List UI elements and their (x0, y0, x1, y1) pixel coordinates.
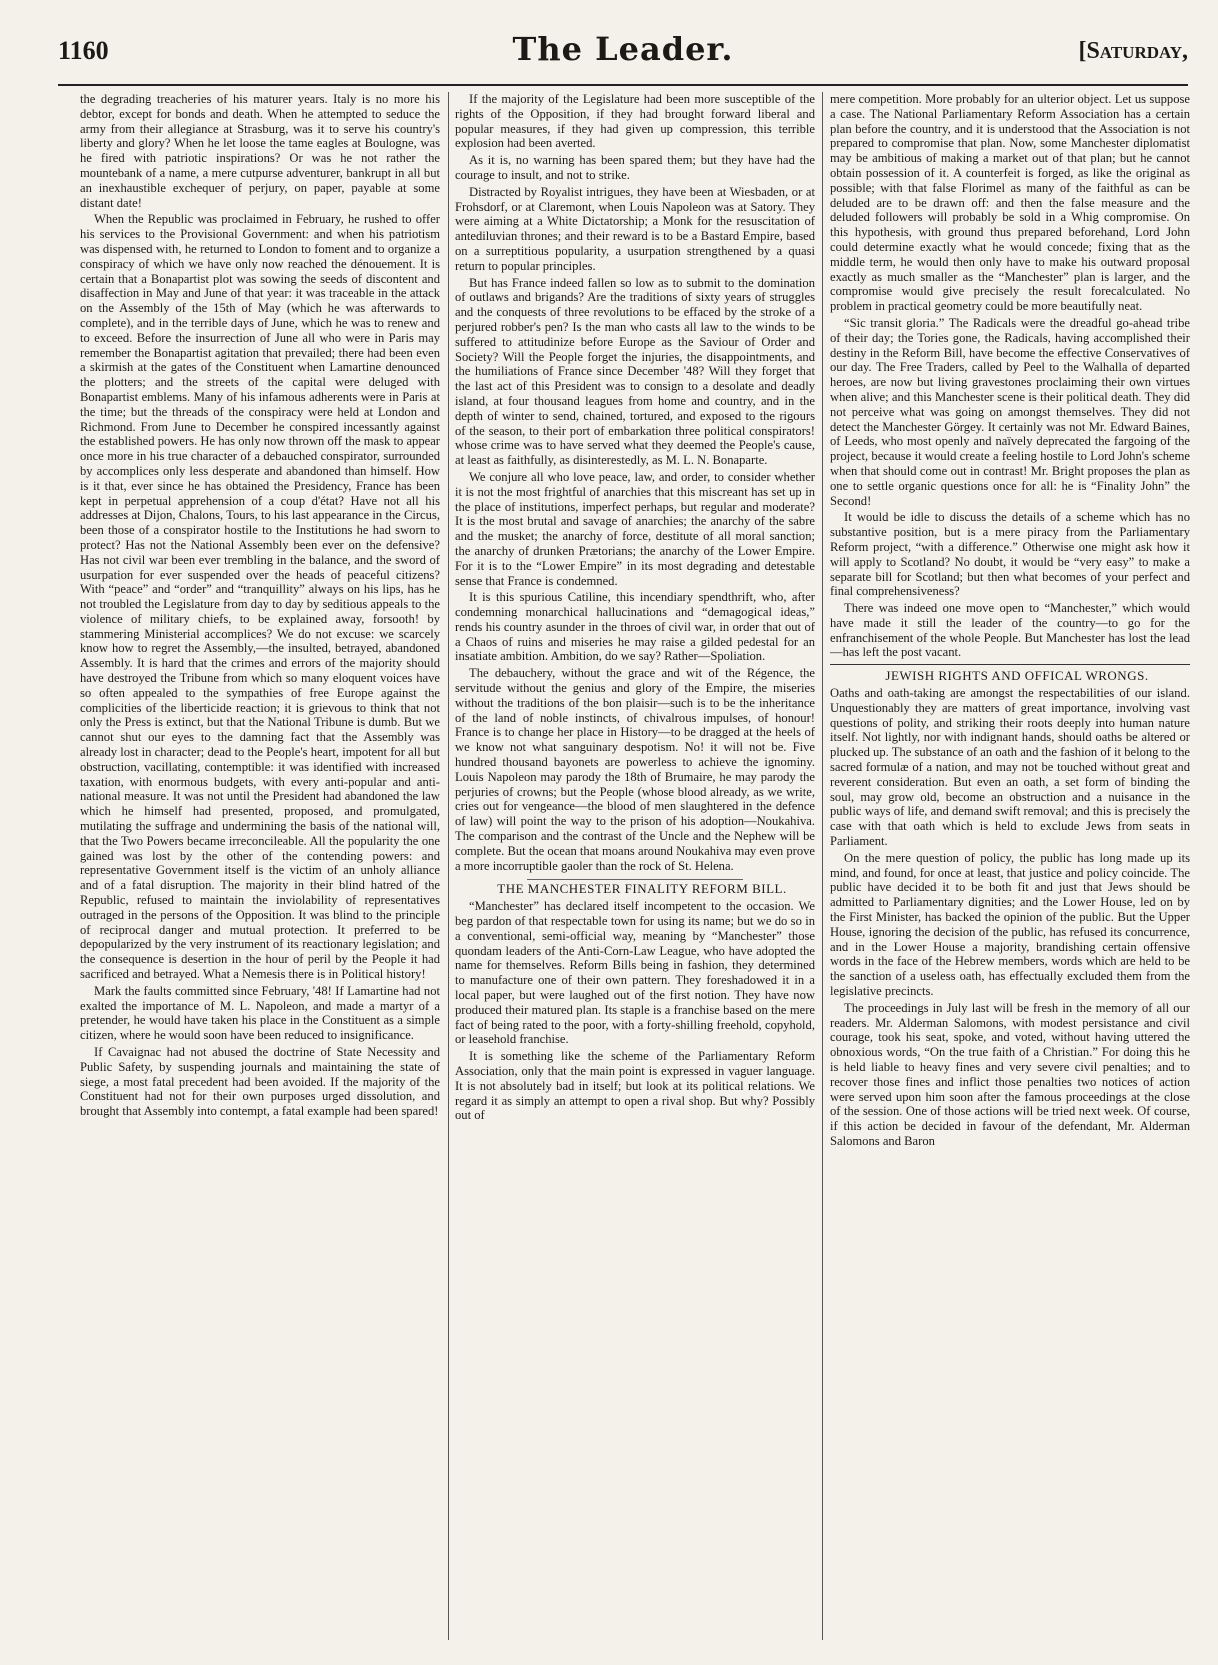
article-column-1 (80, 92, 440, 1640)
paragraph: It is this spurious Catiline, this incendiary spendthrift, who, after condemning monarchical hallucinations and “demagogical ideas,” rends his country asunder in the throes of civil war, in order that out of a Chaos of ruins and miseries he may raise a gilded pedestal for an insatiate ambition. Ambition, do we say? Rather—Spoliation. (455, 590, 815, 664)
section-divider (830, 664, 1190, 665)
paragraph: When the Republic was proclaimed in February, he rushed to offer his services to the Provisional Government: and when his patriotism was dispensed with, he returned to London to foment and to organize a conspiracy of which we have only now reached the dénouement. It is certain that a Bonapartist plot was sowing the seeds of discontent and disaffection in May and June of that year: it was traceable in the attack on the Assembly of the 15th of May (which he was afterwards to complete), and in the terrible days of June, which he was to renew and to exceed. Before the insurrection of June all who were in Paris may remember the Bonapartist agitation that prevailed; there had been even a skirmish at the gates of the Constituent when Lamartine denounced the plotters; and the streets of the capital were deluged with Bonapartist emblems. Many of his infamous adherents were in Paris at the time; but the threads of the conspiracy were held at London and Richmond. From June to December he conspired incessantly against the established powers. He has only now thrown off the mask to appear once more in his true character of a debauched conspirator, surrounded by accomplices only less desperate and abandoned than himself. How is it that, ever since he has obtained the Presidency, France has been kept in perpetual apprehension of a coup d'état? Have not all his addresses at Dijon, Chalons, Tours, to his last appearance in the Circus, been those of a conspirator hostile to the Institutions he had sworn to protect? Has not the National Assembly been ever on the defensive? Has not civil war been ever trembling in the balance, and the sword of usurpation for ever suspended over the heads of peaceful citizens? With “peace” and “order” and “tranquillity” always on his lips, has he not troubled the Legislature from day to day by seditious appeals to the violence of military chiefs, to be explained away, forsooth! by stammering Ministerial accomplices? We do not excuse: we scarcely know how to regret the Assembly,—the insulted, betrayed, abandoned Assembly. It is hard that the crimes and errors of the majority should have destroyed the Tribune from which so many eloquent voices have so often appealed to the sympathies of free Europe against the complicities of the liberticide reaction; it is grievous to think that not only the Press is extinct, but that the National Tribune is dumb. But we cannot shut our eyes to the damning fact that the Assembly was already lost in character; dead to the People's heart, impotent for all but obstruction, vacillating, contemptible: it was identified with increased taxation, with enormous budgets, with every anti-popular and anti-national measure. It was not until the President had abandoned the law which he himself had presented, proposed, and promulgated, mutilating the suffrage and undermining the basis of the national will, that the Two Powers became irreconcileable. All the popularity the one gained was lost by the other of the contending powers: and representative Government itself is the victim of an unholy alliance and of a fatal disruption. The majority in their blind hatred of the Republic, refused to maintain the inviolability of representatives outraged in the persons of the Opposition. It was blind to the principle of reciprocal danger and mutual protection. It preferred to be depopularized by the very instrument of its reactionary legislation; and the consequence is desertion in the hour of peril by the People it had sacrificed and betrayed. What a Nemesis there is in Political history! (80, 212, 440, 982)
section-title-jewish-rights: JEWISH RIGHTS AND OFFICAL WRONGS. (885, 668, 1149, 684)
paragraph: The proceedings in July last will be fresh in the memory of all our readers. Mr. Alderman Salomons, with modest persistance and civil courage, took his seat, spoke, and voted, without having uttered the obnoxious words, “On the true faith of a Christian.” For doing this he is held liable to heavy fines and very severe civil penalties; and to recover those fines and inflict those penalties two notices of action were served upon him soon after the famous proceedings at the close of the session. One of those actions will be tried next week. Of course, if this action be decided in favour of the defendant, Mr. Alderman Salomons and Baron (830, 1000, 1190, 1148)
page-header (58, 30, 1188, 86)
paragraph: “Sic transit gloria.” The Radicals were the dreadful go-ahead tribe of their day; the Tories gone, the Radicals, having accomplished their destiny in the Reform Bill, have become the effective Conservatives of our day. The Free Traders, called by Peel to the Walhalla of departed heroes, are now but living gravestones proclaiming their own virtues when alive; and this Manchester scene is their political death. They did not perceive what was going on amongst themselves. They did not detect the Manchester Görgey. It certainly was not Mr. Edward Baines, of Leeds, who most openly and naïvely deprecated the fargoing of the project, because it would create a feeling hostile to Lord John's scheme when that should come out in contrast! Mr. Bright proposes the plan as one to settle organic questions once for all: he is “Finality John” the Second! (830, 315, 1190, 508)
paragraph: We conjure all who love peace, law, and order, to consider whether it is not the most frightful of anarchies that this miscreant has set up in the place of institutions, imperfect perhaps, but regular and moderate? It is the most brutal and savage of anarchies; the anarchy of the sabre and the musket; the anarchy of force, destitute of all moral sanction; the anarchy of drunken Prætorians; the anarchy of the Lower Empire. For it is to the “Lower Empire” in its most degrading and detestable sense that France is condemned. (455, 469, 815, 588)
header-rule (58, 84, 1188, 86)
paragraph: the degrading treacheries of his maturer years. Italy is no more his debtor, except for bonds and death. When he attempted to seduce the army from their allegiance at Strasburg, was it to serve his country's liberty and glory? When he let loose the tame eagles at Boulogne, was he fired with patriotic inspirations? Or was he not rather the mountebank of a name, a mere cutpurse adventurer, bankrupt in all but an inexhaustible exchequer of perjury, on paper, payable at some distant date! (80, 92, 440, 210)
paragraph: Mark the faults committed since February, '48! If Lamartine had not exalted the importance of M. L. Napoleon, and made a martyr of a pretender, he would have taken his place in the Constituent as a simple citizen, where he would soon have been reduced to insignificance. (80, 983, 440, 1043)
page-number: 1160 (58, 36, 109, 65)
paragraph: mere competition. More probably for an ulterior object. Let us suppose a case. The National Parliamentary Reform Association has a certain plan before the country, and it is understood that the Association is not prepared to compromise that plan. Now, some Manchester diplomatist may be ambitious of making a market out of that plan; but he cannot obtain possession of it. A counterfeit is forged, as like the original as possible; with that false Florimel as many of the faithful as can be deluded are to be drawn off: and then the false measure and the deluded followers will probably be sold in a Whig compromise. On this hypothesis, with ground thus prepared beforehand, Lord John could determine exactly what he would concede; fixing that as the middle term, he would then only have to make his outward proposal exactly as much smaller as the “Manchester” plan is larger, and the compromise would give precisely the result forecalculated. No problem in practical geometry could be more beautifully neat. (830, 92, 1190, 314)
paragraph: Distracted by Royalist intrigues, they have been at Wiesbaden, or at Frohsdorf, or at Claremont, when Louis Napoleon was at Satory. They were aiming at a White Dictatorship; a Monk for the resuscitation of antediluvian thrones; and their reward is to be a Bastard Empire, based on a surreptitious popularity, a usurpation strengthened by a quasi return to popular principles. (455, 184, 815, 273)
paragraph: The debauchery, without the grace and wit of the Régence, the servitude without the genius and glory of the Empire, the miseries without the traditions of the bon plaisir—such is to be the inheritance of the land of noble instincts, of chivalrous impulses, of honour! France is to change her place in History—to be dragged at the heels of we know not what sanguinary despotism. No! it will not be. Five hundred thousand bayonets are powerless to achieve the ignominy. Louis Napoleon may parody the 18th of Brumaire, he may parody the perjuries of crowns; but the People (whose blood already, as we write, cries out for vengeance—the blood of men slaughtered in the defence of law) will point the way to the prison of his adoption—Noukahiva. The comparison and the contrast of the Uncle and the Nephew will be complete. But the ocean that moans around Noukahiva may even prove a more incorruptible gaoler than the rock of St. Helena. (455, 666, 815, 873)
issue-day: [Saturday, (1078, 38, 1188, 64)
paragraph: But has France indeed fallen so low as to submit to the domination of outlaws and brigands? Are the traditions of sixty years of struggles and the conquests of three revolutions to be effaced by the stroke of a perjured robber's pen? Is the man who casts all law to the winds to be suffered to attitudinize before Europe as the Saviour of Order and Society? Will the People forget the injuries, the disappointments, and the humiliations of France since December '48? Will they forget that the last act of this President was to consign to a desolate and deadly island, at four thousand leagues from home and country, and in the depth of winter to send, chained, tortured, and exposed to the rigours of the season, to their port of embarkation three political conspirators! whose crime was to have served what they deemed the People's cause, at least as faithfully, as disinterestedly, as M. L. N. Bonaparte. (455, 275, 815, 468)
paragraph: It would be idle to discuss the details of a scheme which has no substantive position, but is a mere piracy from the Parliamentary Reform project, “with a difference.” Otherwise one might ask how it will apply to Scotland? No doubt, it would be “very easy” to make a separate bill for Scotland; but then what becomes of your perfect and final comprehensiveness? (830, 510, 1190, 599)
paragraph: If Cavaignac had not abused the doctrine of State Necessity and Public Safety, by suspending journals and maintaining the state of siege, a most fatal precedent had been avoided. If the majority of the Constituent had not for their own purposes urged dissolution, and brought that Assembly into contempt, a fatal example had been spared! (80, 1045, 440, 1119)
paragraph: If the majority of the Legislature had been more susceptible of the rights of the Opposition, if they had brought forward liberal and popular measures, if they had given up compression, this terrible explosion had been averted. (455, 92, 815, 151)
paragraph: It is something like the scheme of the Parliamentary Reform Association, only that the main point is expressed in vaguer language. It is not absolutely bad in itself; but look at its political relations. We regard it as simply an attempt to open a rival shop. But why? Possibly out of (455, 1049, 815, 1123)
paragraph: On the mere question of policy, the public has long made up its mind, and found, for once at least, that justice and policy coincide. The public have decided it to be both fit and just that Jews should be admitted to Parliamentary dignities; and the Lower House, led on by the First Minister, has backed the opinion of the public. But the Upper House, ignoring the decision of the public, has refused its concurrence, and in the Lower House a majority, brandishing certain offensive words in the face of the Hebrew members, words which are held to be the sanction of a useless oath, has effectually excluded them from the legislative precincts. (830, 850, 1190, 999)
section-divider (527, 879, 743, 880)
paragraph: “Manchester” has declared itself incompetent to the occasion. We beg pardon of that respectable town for using its name; but we do so in a conventional, semi-official way, meaning by “Manchester” those quondam leaders of the Anti-Corn-Law League, who have adopted the name for themselves. Reform Bills being in fashion, they determined to manufacture one of their own pattern. They foreshadowed it in a local paper, but were laughed out of the first notion. They have now produced their matured plan. Its staple is a franchise based on the mere fact of being rated to the poor, with a forty-shilling freehold, copyhold, or leasehold franchise. (455, 899, 815, 1047)
paragraph: Oaths and oath-taking are amongst the respectabilities of our island. Unquestionably they are matters of great importance, involving vast questions of polity, and striking their roots deeply into human nature itself. Not lightly, nor with indignant hands, should oaths be altered or plucked up. The substance of an oath and the fashion of it belong to the sacred formulæ of a nation, and may not be touched without great and reverent consideration. But even an oath, a set form of binding the soul, may grow old, become an obstruction and a nuisance in the public ways of life, and demand swift removal; and this is precisely the case with that oath which is held to exclude Jews from seats in Parliament. (830, 686, 1190, 849)
column-divider-1 (448, 92, 449, 1640)
paragraph: As it is, no warning has been spared them; but they have had the courage to insult, and not to strike. (455, 153, 815, 182)
masthead-title: The Leader. (512, 30, 734, 68)
article-column-2 (455, 92, 815, 1640)
section-title-manchester: THE MANCHESTER FINALITY REFORM BILL. (497, 881, 787, 897)
column-divider-2 (822, 92, 823, 1640)
paragraph: There was indeed one move open to “Manchester,” which would have made it still the leader of the country—to go for the enfranchisement of the whole People. But Manchester has lost the lead—has left the post vacant. (830, 601, 1190, 660)
article-column-3 (830, 92, 1190, 1640)
